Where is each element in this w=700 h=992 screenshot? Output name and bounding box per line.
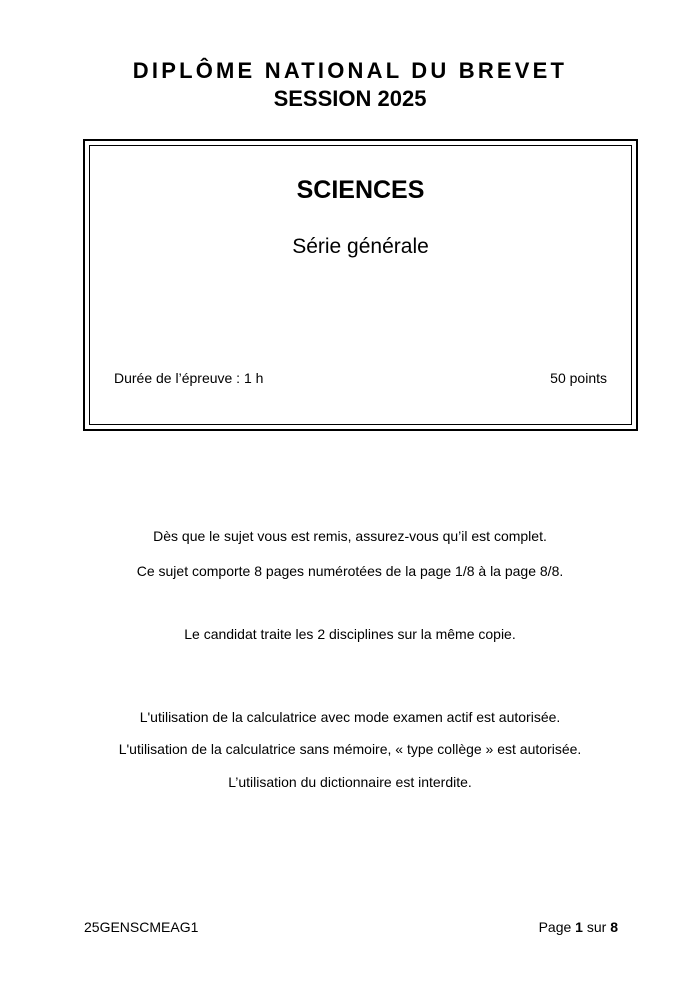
page-prefix: Page xyxy=(538,919,572,935)
exam-session: SESSION 2025 xyxy=(273,86,427,111)
subject-title: SCIENCES xyxy=(296,176,425,204)
instruction-line: L'utilisation de la calculatrice avec mode examen actif est autorisée. xyxy=(139,709,561,725)
subject-code: 25GENSCMEAG1 xyxy=(84,919,199,935)
series-label: Série générale xyxy=(292,235,429,258)
page-number xyxy=(539,919,618,935)
page-total: 8 xyxy=(610,919,618,935)
page-current: 1 xyxy=(575,919,583,935)
page-separator: sur xyxy=(586,919,607,935)
instruction-line: Le candidat traite les 2 disciplines sur la même copie. xyxy=(184,626,516,642)
exam-duration: Durée de l’épreuve : 1 h xyxy=(114,370,264,386)
instruction-line: L’utilisation du dictionnaire est interdite. xyxy=(228,774,472,790)
instruction-line: Ce sujet comporte 8 pages numérotées de la page 1/8 à la page 8/8. xyxy=(136,563,564,579)
exam-title: DIPLÔME NATIONAL DU BREVET xyxy=(132,58,568,83)
instruction-line: Dès que le sujet vous est remis, assurez-vous qu’il est complet. xyxy=(153,528,547,544)
exam-points: 50 points xyxy=(550,370,607,386)
instruction-line: L'utilisation de la calculatrice sans mémoire, « type collège » est autorisée. xyxy=(118,741,582,757)
subject-frame-inner xyxy=(89,145,632,425)
subject-frame xyxy=(83,139,638,431)
